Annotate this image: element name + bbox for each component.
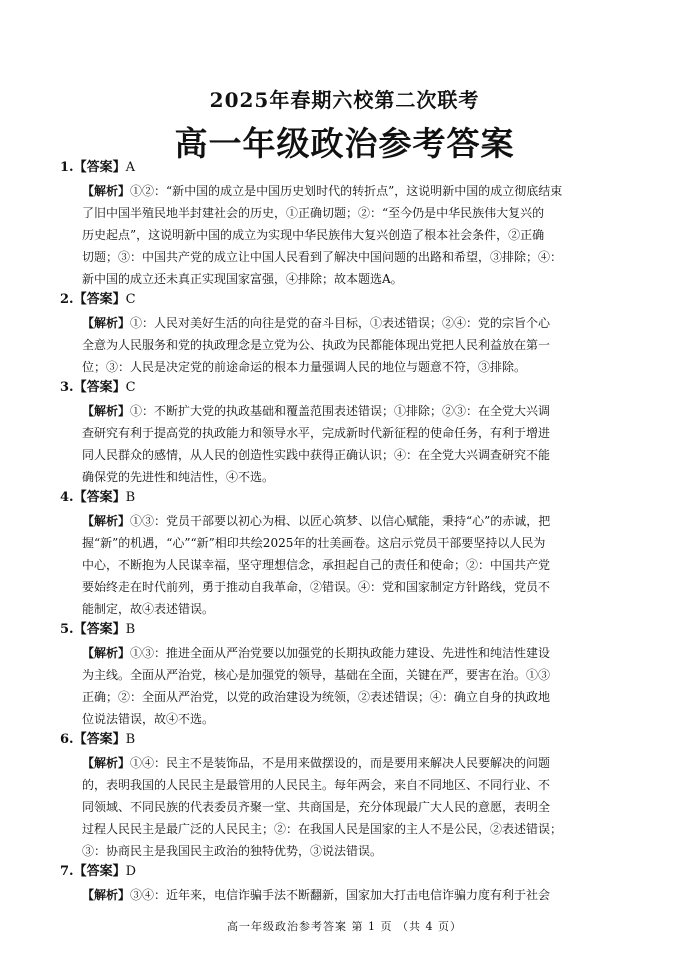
analysis-line-text: 握“新”的机遇，“心”“新”相印共绘2025年的壮美画卷。这启示党员干部要坚持以人民为 — [82, 536, 546, 550]
answer-tag: 【答案】 — [73, 292, 126, 307]
analysis-line — [82, 686, 636, 708]
analysis-line-text: 的，表明我国的人民民主是最管用的人民民主。每年两会，来自不同地区、不同行业、不 — [82, 778, 551, 792]
answer-letter: C — [125, 292, 136, 307]
analysis-line-text: 新中国的成立还未真正实现国家富强，④排除；故本题选A。 — [82, 272, 403, 286]
answer-tag: 【答案】 — [73, 864, 126, 879]
analysis-text — [82, 400, 636, 488]
analysis-line — [82, 796, 636, 818]
analysis-text — [82, 510, 636, 620]
question-block — [60, 158, 638, 290]
question-block — [60, 862, 638, 906]
analysis-text — [82, 752, 636, 862]
analysis-line — [82, 466, 636, 488]
answer-tag: 【答案】 — [73, 160, 126, 175]
analysis-line — [82, 334, 636, 356]
exam-subtitle: 2025年春期六校第二次联考 — [209, 88, 480, 112]
answer-letter: D — [125, 864, 137, 879]
analysis-line-text: ①：人民对美好生活的向往是党的奋斗目标，①表述错误；②④：党的宗旨个心 — [130, 316, 551, 330]
analysis-line — [82, 180, 636, 202]
analysis-line — [82, 422, 636, 444]
question-list — [60, 158, 638, 906]
analysis-line — [82, 642, 636, 664]
answer-line — [60, 488, 638, 510]
analysis-line — [82, 554, 636, 576]
analysis-line — [82, 202, 636, 224]
analysis-line-text: 切题；③：中国共产党的成立让中国人民看到了解决中国问题的出路和希望，③排除；④： — [82, 250, 563, 264]
question-number: 1. — [60, 160, 74, 175]
analysis-line-text: 要始终走在时代前列，勇于推动自我革命，②错误。④：党和国家制定方针路线，党员不 — [82, 580, 551, 594]
answer-line — [60, 158, 638, 180]
analysis-text — [82, 884, 636, 906]
analysis-line — [82, 510, 636, 532]
question-number: 4. — [60, 490, 74, 505]
analysis-tag: 【解析】 — [82, 888, 131, 902]
answer-tag: 【答案】 — [73, 732, 126, 747]
analysis-line — [82, 224, 636, 246]
question-block — [60, 488, 638, 620]
analysis-tag: 【解析】 — [82, 316, 131, 330]
analysis-line — [82, 268, 636, 290]
analysis-line-text: 查研究有利于提高党的执政能力和领导水平，完成新时代新征程的使命任务，有利于增进 — [82, 426, 551, 440]
analysis-tag: 【解析】 — [82, 756, 131, 770]
analysis-text — [82, 642, 636, 730]
analysis-line — [82, 356, 636, 378]
analysis-line-text: 同领域、不同民族的代表委员齐聚一堂、共商国是，充分体现最广大人民的意愿，表明全 — [82, 800, 551, 814]
answer-tag: 【答案】 — [73, 622, 126, 637]
answer-letter: B — [125, 490, 136, 505]
analysis-line — [82, 840, 636, 862]
analysis-line-text: ③：协商民主是我国民主政治的独特优势，③说法错误。 — [82, 844, 383, 858]
analysis-tag: 【解析】 — [82, 184, 131, 198]
question-number: 2. — [60, 292, 74, 307]
analysis-line — [82, 752, 636, 774]
analysis-line — [82, 576, 636, 598]
page-footer: 高一年级政治参考答案 第 1 页 （共 4 页） — [227, 920, 462, 933]
analysis-line-text: 同人民群众的感情，从人民的创造性实践中获得正确认识；④：在全党大兴调查研究不能 — [82, 448, 551, 462]
answer-line — [60, 290, 638, 312]
answer-line — [60, 378, 638, 400]
answer-letter: B — [125, 622, 136, 637]
analysis-line-text: ①③：党员干部要以初心为楫、以匠心筑梦、以信心赋能，秉持“心”的赤诚，把 — [130, 514, 551, 528]
analysis-line — [82, 708, 636, 730]
analysis-line-text: 为主线。全面从严治党，核心是加强党的领导，基础在全面，关键在严，要害在治。①③ — [82, 668, 551, 682]
answer-line — [60, 730, 638, 752]
question-number: 7. — [60, 864, 74, 879]
analysis-text — [82, 312, 636, 378]
analysis-line-text: 位说法错误，故④不选。 — [82, 712, 215, 726]
analysis-line-text: 过程人民民主是最广泛的人民民主；②：在我国人民是国家的主人不是公民，②表述错误； — [82, 822, 563, 836]
analysis-line — [82, 400, 636, 422]
analysis-text — [82, 180, 636, 290]
question-block — [60, 620, 638, 730]
analysis-line — [82, 312, 636, 334]
analysis-line-text: ①④：民主不是装饰品，不是用来做摆设的，而是要用来解决人民要解决的问题 — [130, 756, 551, 770]
analysis-line-text: 确保党的先进性和纯洁性，④不选。 — [82, 470, 275, 484]
answer-line — [60, 620, 638, 642]
analysis-line-text: ①：不断扩大党的执政基础和覆盖范围表述错误；①排除；②③：在全党大兴调 — [130, 404, 551, 418]
analysis-tag: 【解析】 — [82, 404, 131, 418]
analysis-line — [82, 444, 636, 466]
analysis-line — [82, 884, 636, 906]
analysis-line-text: 能制定，故④表述错误。 — [82, 602, 215, 616]
answer-tag: 【答案】 — [73, 490, 126, 505]
analysis-line — [82, 818, 636, 840]
analysis-tag: 【解析】 — [82, 514, 131, 528]
question-number: 6. — [60, 732, 74, 747]
analysis-line — [82, 664, 636, 686]
answer-letter: B — [125, 732, 136, 747]
question-number: 5. — [60, 622, 74, 637]
analysis-line-text: ①②：“新中国的成立是中国历史划时代的转折点”，这说明新中国的成立彻底结束 — [130, 184, 563, 198]
analysis-line — [82, 598, 636, 620]
question-number: 3. — [60, 380, 74, 395]
analysis-line-text: 位；③：人民是决定党的前途命运的根本力量强调人民的地位与题意不符，③排除。 — [82, 360, 527, 374]
analysis-line — [82, 246, 636, 268]
analysis-line — [82, 774, 636, 796]
answer-letter: A — [125, 160, 135, 175]
analysis-line-text: ①③：推进全面从严治党要以加强党的长期执政能力建设、先进性和纯洁性建设 — [130, 646, 551, 660]
question-block — [60, 378, 638, 488]
question-block — [60, 730, 638, 862]
analysis-line — [82, 532, 636, 554]
answer-line — [60, 862, 638, 884]
page-title: 高一年级政治参考答案 — [174, 124, 515, 163]
answer-letter: C — [125, 380, 136, 395]
analysis-line-text: 中心，不断抱为人民谋幸福，坚守理想信念，承担起自己的责任和使命；②：中国共产党 — [82, 558, 551, 572]
analysis-line-text: 全意为人民服务和党的执政理念是立党为公、执政为民都能体现出党把人民利益放在第一 — [82, 338, 551, 352]
analysis-tag: 【解析】 — [82, 646, 131, 660]
analysis-line-text: ③④：近年来，电信诈骗手法不断翻新，国家加大打击电信诈骗力度有利于社会 — [130, 888, 551, 902]
question-block — [60, 290, 638, 378]
analysis-line-text: 正确；②：全面从严治党，以党的政治建设为统领，②表述错误；④：确立自身的执政地 — [82, 690, 551, 704]
analysis-line-text: 历史起点”，这说明新中国的成立为实现中华民族伟大复兴创造了根本社会条件，②正确 — [82, 228, 545, 242]
analysis-line-text: 了旧中国半殖民地半封建社会的历史，①正确切题；②：“至今仍是中华民族伟大复兴的 — [82, 206, 545, 220]
answer-tag: 【答案】 — [73, 380, 126, 395]
